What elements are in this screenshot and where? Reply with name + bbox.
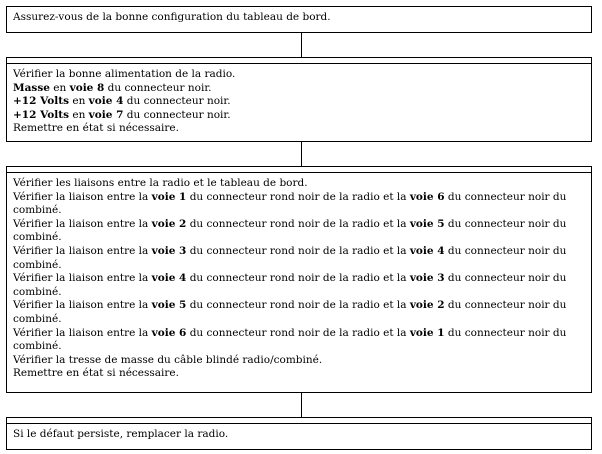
voie-label: voie 7 xyxy=(88,108,124,121)
text-pre: Vérifier la liaison entre la xyxy=(13,272,152,285)
link-check-wrap: combiné. xyxy=(13,231,62,244)
link-check-wrap: combiné. xyxy=(13,340,62,353)
link-checks-list xyxy=(13,191,585,354)
radio-voie: voie 3 xyxy=(151,244,187,257)
voie-label: voie 8 xyxy=(69,81,105,94)
text-rest: du connecteur noir. xyxy=(104,81,212,94)
link-check-item xyxy=(13,327,585,341)
text-pre: Vérifier la liaison entre la xyxy=(13,244,152,257)
text-en: en xyxy=(69,108,89,121)
radio-voie: voie 2 xyxy=(151,217,187,230)
step-3-intro: Vérifier les liaisons entre la radio et le tableau de bord. xyxy=(13,177,308,189)
combine-voie: voie 6 xyxy=(409,190,445,203)
connector-1 xyxy=(301,33,302,57)
step-3-box xyxy=(6,172,592,393)
connector-3 xyxy=(301,393,302,417)
text-post: du connecteur noir du xyxy=(444,299,567,312)
step-2-box xyxy=(6,63,592,142)
link-check-item xyxy=(13,272,585,286)
radio-voie: voie 4 xyxy=(151,272,187,285)
text-mid: du connecteur rond noir de la radio et la xyxy=(186,272,410,285)
step-2-line-2 xyxy=(13,82,585,96)
combine-voie: voie 1 xyxy=(409,326,445,339)
radio-voie: voie 5 xyxy=(151,299,187,312)
text-post: du connecteur noir du xyxy=(444,326,567,339)
radio-voie: voie 1 xyxy=(151,190,187,203)
step-1-box xyxy=(6,6,592,33)
text-rest: du connecteur noir. xyxy=(123,108,231,121)
combine-voie: voie 3 xyxy=(409,272,445,285)
text-post: du connecteur noir du xyxy=(444,190,567,203)
link-check-wrap: combiné. xyxy=(13,312,62,325)
text-post: du connecteur noir du xyxy=(444,272,567,285)
link-check-item xyxy=(13,245,585,259)
text-mid: du connecteur rond noir de la radio et la xyxy=(186,244,410,257)
link-check-item xyxy=(13,299,585,313)
volts-label: +12 Volts xyxy=(13,108,70,121)
link-check-wrap: combiné. xyxy=(13,285,62,298)
text-post: du connecteur noir du xyxy=(444,244,567,257)
combine-voie: voie 2 xyxy=(409,299,445,312)
step-4-text: Si le défaut persiste, remplacer la radio. xyxy=(13,428,229,440)
step-2-line-3 xyxy=(13,95,585,109)
step-4-box xyxy=(6,423,592,450)
text-pre: Vérifier la liaison entre la xyxy=(13,217,152,230)
text-en: en xyxy=(49,81,70,94)
text-rest: du connecteur noir. xyxy=(123,95,231,108)
text-mid: du connecteur rond noir de la radio et la xyxy=(186,217,410,230)
text-mid: du connecteur rond noir de la radio et la xyxy=(186,326,410,339)
volts-label: +12 Volts xyxy=(13,95,70,108)
text-post: du connecteur noir du xyxy=(444,217,567,230)
link-check-item xyxy=(13,218,585,232)
step-3-shield: Vérifier la tresse de masse du câble blindé radio/combiné. xyxy=(13,353,323,366)
combine-voie: voie 4 xyxy=(409,244,445,257)
step-3-repair: Remettre en état si nécessaire. xyxy=(13,367,179,380)
masse-label: Masse xyxy=(13,81,50,94)
link-check-wrap: combiné. xyxy=(13,204,62,217)
voie-label: voie 4 xyxy=(88,95,124,108)
radio-voie: voie 6 xyxy=(151,326,187,339)
text-pre: Vérifier la liaison entre la xyxy=(13,190,152,203)
step-2-line-1: Vérifier la bonne alimentation de la radio. xyxy=(13,68,236,80)
text-en: en xyxy=(69,95,89,108)
link-check-wrap: combiné. xyxy=(13,258,62,271)
text-pre: Vérifier la liaison entre la xyxy=(13,299,152,312)
step-2-line-4 xyxy=(13,109,585,123)
link-check-item xyxy=(13,191,585,205)
text-mid: du connecteur rond noir de la radio et la xyxy=(186,299,410,312)
step-2-line-5: Remettre en état si nécessaire. xyxy=(13,122,179,135)
text-mid: du connecteur rond noir de la radio et la xyxy=(186,190,410,203)
combine-voie: voie 5 xyxy=(409,217,445,230)
step-1-text: Assurez-vous de la bonne configuration du tableau de bord. xyxy=(13,11,331,23)
text-pre: Vérifier la liaison entre la xyxy=(13,326,152,339)
connector-2 xyxy=(301,142,302,166)
